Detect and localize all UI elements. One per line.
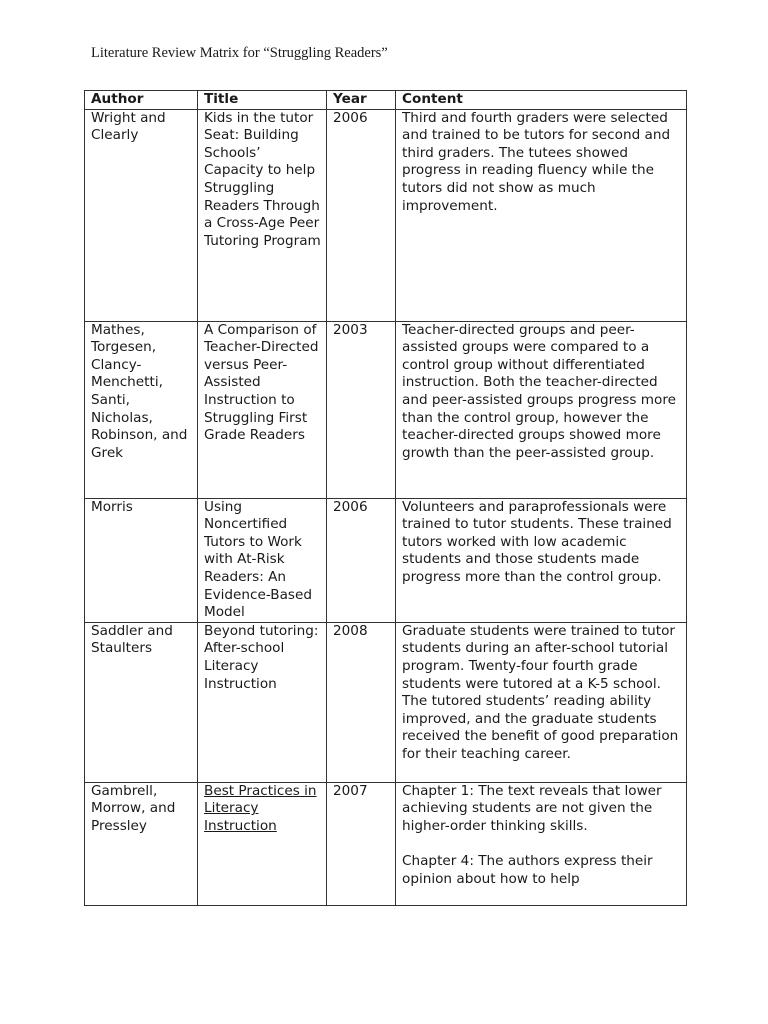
- cell-author: Mathes, Torgesen, Clancy-Menchetti, Santi, Nicholas, Robinson, and Grek: [85, 321, 198, 498]
- header-year: Year: [327, 91, 396, 110]
- cell-title: [198, 782, 327, 905]
- cell-content: [396, 782, 687, 905]
- cell-content: Graduate students were trained to tutor students during an after-school tutorial program. Twenty-four fourth grade students were tutored at a K-5 school. The tutored students’ reading ability improved, and the graduate students received the benefit of good preparation for their teaching career.: [396, 622, 687, 782]
- header-content: Content: [396, 91, 687, 110]
- cell-year: 2008: [327, 622, 396, 782]
- header-author: Author: [85, 91, 198, 110]
- cell-content: Third and fourth graders were selected and trained to be tutors for second and third graders. The tutees showed progress in reading fluency while the tutors did not show as much improvement.: [396, 109, 687, 321]
- document-title: Literature Review Matrix for “Struggling Readers”: [91, 45, 388, 61]
- content-paragraph: Chapter 1: The text reveals that lower achieving students are not given the higher-order thinking skills.: [402, 782, 662, 834]
- cell-year: 2006: [327, 498, 396, 622]
- cell-author: Wright and Clearly: [85, 109, 198, 321]
- cell-title: Kids in the tutor Seat: Building Schools’ Capacity to help Struggling Readers Through a Cross-Age Peer Tutoring Program: [198, 109, 327, 321]
- cell-author: Gambrell, Morrow, and Pressley: [85, 782, 198, 905]
- cell-content: Teacher-directed groups and peer-assisted groups were compared to a control group without differentiated instruction. Both the teacher-directed and peer-assisted groups progress more than the control group, however the teacher-directed groups showed more growth than the peer-assisted group.: [396, 321, 687, 498]
- literature-review-table: [84, 90, 687, 906]
- cell-title: A Comparison of Teacher-Directed versus Peer-Assisted Instruction to Struggling First Grade Readers: [198, 321, 327, 498]
- cell-title: Using Noncertified Tutors to Work with At-Risk Readers: An Evidence-Based Model: [198, 498, 327, 622]
- table-row: [85, 321, 687, 498]
- table-header-row: [85, 91, 687, 110]
- cell-year: 2003: [327, 321, 396, 498]
- cell-author: Morris: [85, 498, 198, 622]
- book-title-link: Best Practices in Literacy Instruction: [204, 782, 317, 834]
- cell-title: Beyond tutoring: After-school Literacy Instruction: [198, 622, 327, 782]
- cell-author: Saddler and Staulters: [85, 622, 198, 782]
- cell-content: Volunteers and paraprofessionals were trained to tutor students. These trained tutors worked with low academic students and those students made progress more than the control group.: [396, 498, 687, 622]
- cell-year: 2006: [327, 109, 396, 321]
- table-row: [85, 782, 687, 905]
- table-row: [85, 498, 687, 622]
- table-row: [85, 622, 687, 782]
- content-paragraph: Chapter 4: The authors express their opinion about how to help: [402, 853, 653, 887]
- table-row: [85, 109, 687, 321]
- header-title: Title: [198, 91, 327, 110]
- cell-year: 2007: [327, 782, 396, 905]
